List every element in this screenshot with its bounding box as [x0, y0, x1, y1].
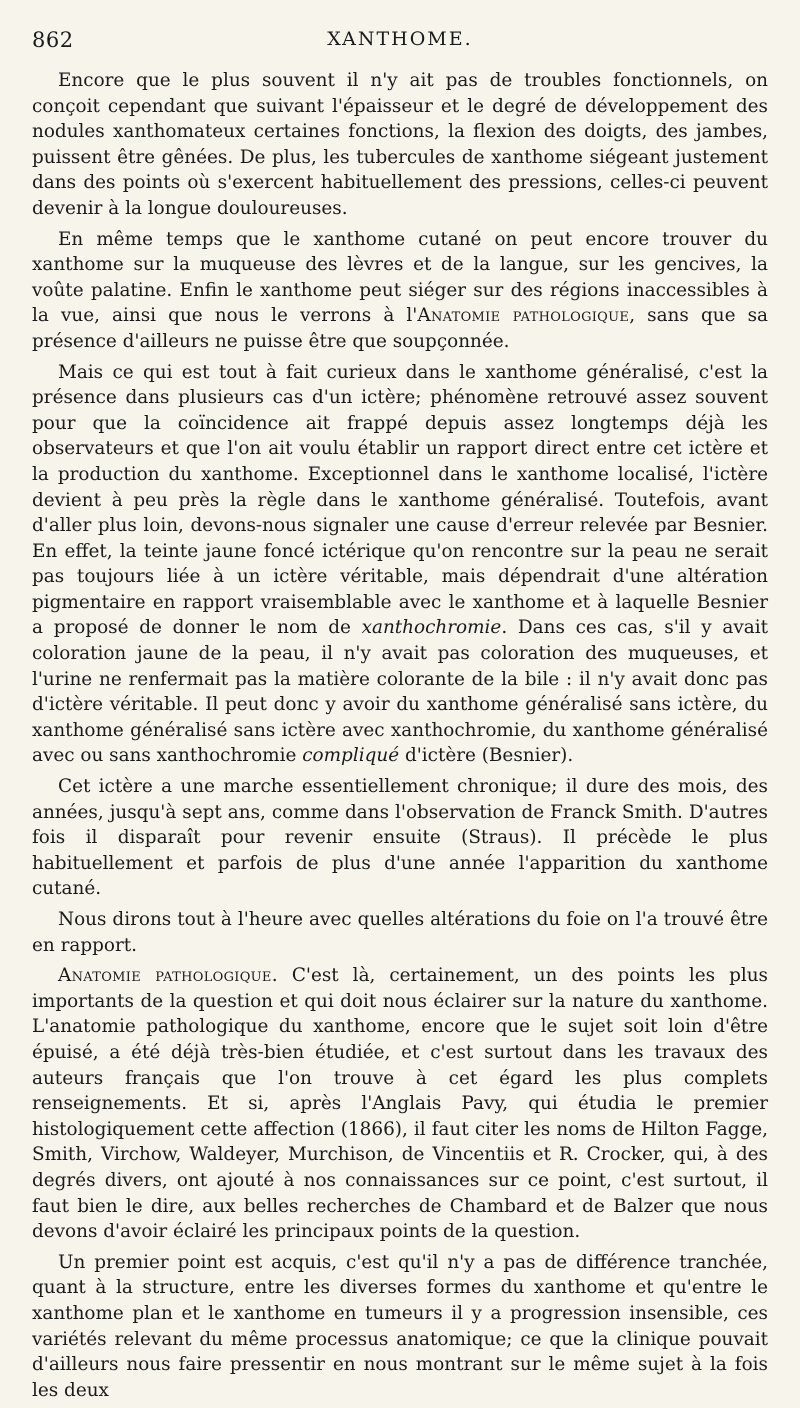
paragraph-3 — [32, 360, 768, 770]
paragraph-2-text: En même temps que le xanthome cutané on peut encore trouver du xanthome sur la muqueuse des lèvres et de la langue, sur les gencives, la voûte palatine. Enfin le xanthome peut siéger sur des régions inaccessibles à la vue, ainsi que nous le verrons à l' — [32, 228, 768, 327]
paragraph-3-text: Mais ce qui est tout à fait curieux dans le xanthome généralisé, c'est la présence dans plusieurs cas d'un ictère; phénomène retrouvé assez souvent pour que la coïncidence ait frappé depuis assez longtemps déjà les observateurs et que l'on ait voulu établir un rapport direct entre cet ictère et la production du xanthome. Exceptionnel dans le xanthome localisé, l'ictère devient à peu près la règle dans le xanthome généralisé. Toutefois, avant d'aller plus loin, devons-nous signaler une cause d'erreur relevée par Besnier. En effet, la teinte jaune foncé ictérique qu'on rencontre sur la peau ne serait pas toujours liée à un ictère véritable, mais dépendrait d'une altération pigmentaire en rapport vraisemblable avec le xanthome et à laquelle Besnier a proposé de donner le nom de — [32, 361, 768, 639]
paragraph-6 — [32, 963, 768, 1245]
paragraph-3-tail: d'ictère (Besnier). — [399, 745, 574, 767]
page-number: 862 — [32, 28, 74, 52]
paragraph-4: Cet ictère a une marche essentiellement chronique; il dure des mois, des années, jusqu'à sept ans, comme dans l'observation de Franck Smith. D'autres fois il disparaît pour revenir ensuite (Straus). Il précède le plus habituellement et parfois de plus d'une année l'apparition du xanthome cutané. — [32, 776, 768, 900]
body-text — [32, 68, 768, 1408]
running-title: XANTHOME. — [327, 28, 473, 50]
paragraph-3-middle: . Dans ces cas, s'il y avait coloration jaune de la peau, il n'y avait pas coloration des muqueuses, et l'urine ne renfermait pas la matière colorante de la bile : il n'y avait donc pas d'ictère véritable. Il peut donc y avoir du xanthome généralisé sans ictère, du xanthome généralisé sans ictère avec xanthochromie, du xanthome généralisé avec ou sans xanthochromie — [32, 617, 769, 767]
italic-term-xanthochromie: xanthochromie — [361, 617, 502, 639]
section-heading: Anatomie pathologique. — [58, 965, 278, 987]
italic-term-complique: compliqué — [302, 745, 400, 767]
section-reference: Anatomie pathologique — [417, 305, 630, 327]
paragraph-6-text: C'est là, certainement, un des points les plus importants de la question et qui doit nous éclairer sur la nature du xanthome. L'anatomie pathologique du xanthome, encore que le sujet soit loin d'être épuisé, a été déjà très-bien étudiée, et c'est surtout dans les travaux des auteurs français que l'on trouve à cet égard les plus complets renseignements. Et si, après l'Anglais Pavy, qui étudia le premier histologiquement cette affection (1866), il faut citer les noms de Hilton Fagge, Smith, Virchow, Waldeyer, Murchison, de Vincentiis et R. Crocker, qui, à des degrés divers, ont ajouté à nos connaissances sur ce point, c'est surtout, il faut bien le dire, aux belles recherches de Chambard et de Balzer que nous devons d'avoir éclairé les principaux points de la question. — [32, 965, 769, 1243]
paragraph-5: Nous dirons tout à l'heure avec quelles altérations du foie on l'a trouvé être en rapport. — [32, 909, 768, 956]
paragraph-7: Un premier point est acquis, c'est qu'il n'y a pas de différence tranchée, quant à la structure, entre les diverses formes du xanthome et qu'entre le xanthome plan et le xanthome en tumeurs il y a progression insensible, ces variétés relevant du même processus anatomique; ce que la clinique pouvait d'ailleurs nous faire pressentir en nous montrant sur le même sujet à la fois les deux — [32, 1251, 768, 1401]
paragraph-2 — [32, 227, 768, 355]
page-header — [32, 28, 768, 58]
paragraph-2-tail: , sans que sa présence d'ailleurs ne puisse être que soupçonnée. — [32, 305, 768, 352]
paragraph-1: Encore que le plus souvent il n'y ait pas de troubles fonctionnels, on conçoit cependant que suivant l'épaisseur et le degré de développement des nodules xanthomateux certaines fonctions, la flexion des doigts, des jambes, puissent être gênées. De plus, les tubercules de xanthome siégeant justement dans des points où s'exercent habituellement des pressions, celles-ci peuvent devenir à la longue douloureuses. — [32, 70, 768, 219]
